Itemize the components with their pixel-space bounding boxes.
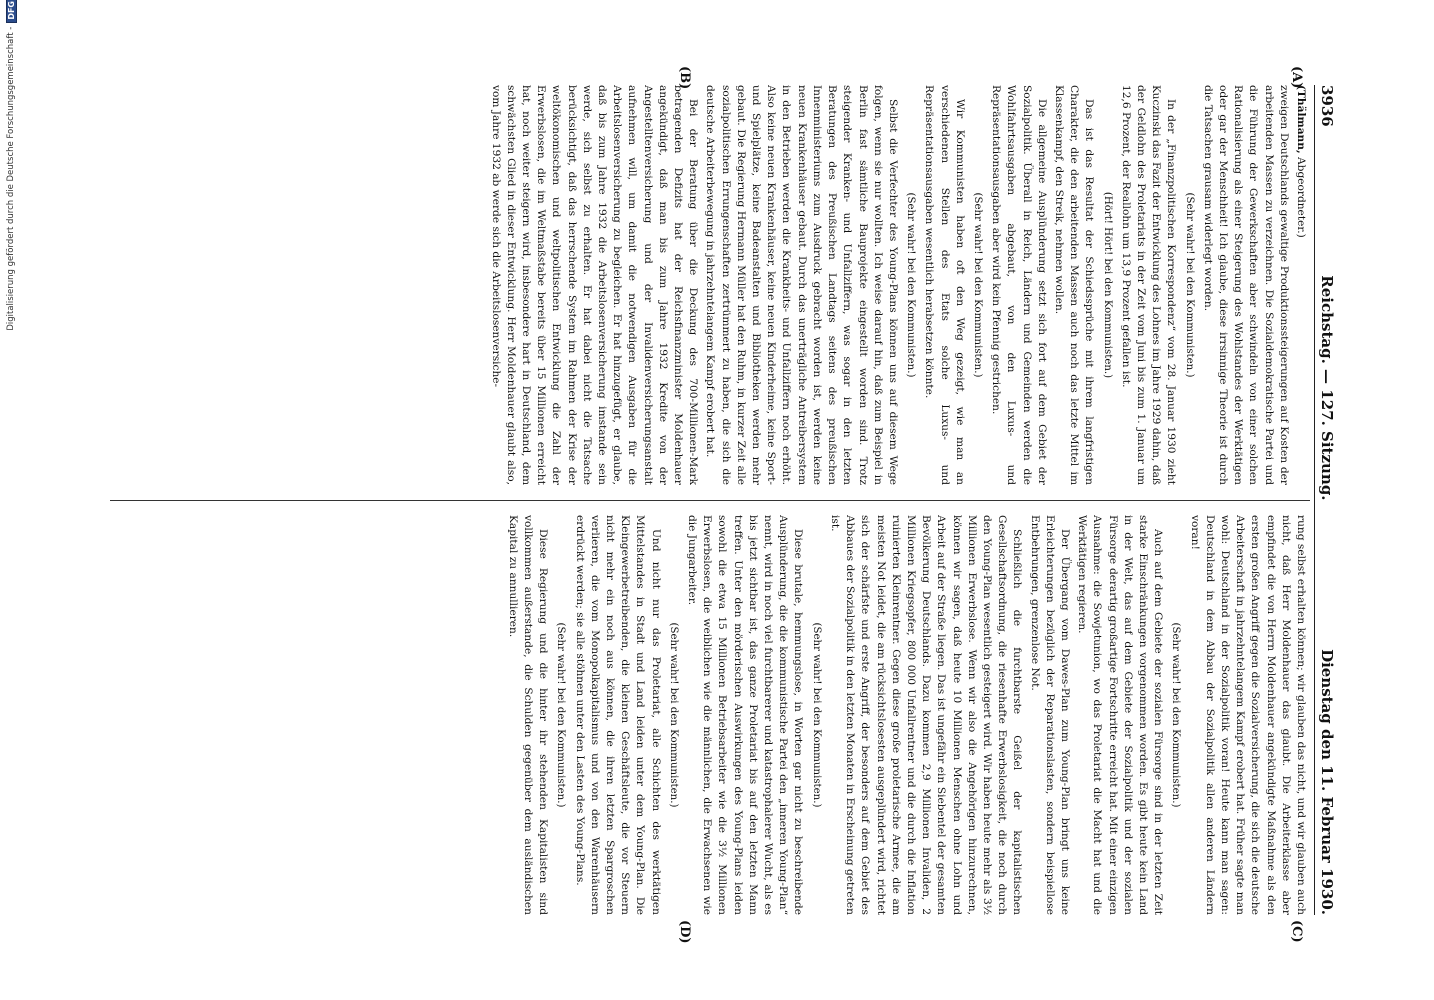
paragraph: Die allgemeine Ausplünderung setzt sich fort auf dem Gebiet der Sozialpolitik. Überall in Reich, Ländern und Gemeinden werden die Wohlfahrtsausgaben abgebaut, von den Luxus- und Repräsentationsausgaben aber wird kein Pfennig gestrichen. [990, 85, 1048, 485]
paragraph: Wir Kommunisten haben oft den Weg gezeigt, wie man an verschiedenen Stellen des Etats solche Luxus- und Repräsentationsausgaben wesentlich herabsetzen könnte. [923, 85, 966, 485]
scanned-page [72, 40, 1362, 960]
credit-text: Digitalisierung gefördert durch die Deutsche Forschungsgemeinschaft - [6, 26, 16, 331]
paragraph: zweigen Deutschlands gewaltige Produktionssteigerungen auf Kosten der arbeitenden Massen zu verzeichnen. Die Sozialdemokratische Partei und die Führung der Gewerkschaften aber schwindeln von einer solchen Rationalisierung als einer Steigerung des Wohlstandes der Werktätigen oder gar der Menschheit! Ich glaube, diese irrsinnige Theorie ist durch die Tatsachen grausam widerlegt worden. [1201, 85, 1290, 485]
paragraph: Schließlich die furchtbarste Geißel der kapitalistischen Gesellschaftsordnung, die riesenhafte Erwerbslosigkeit, die noch durch den Young-Plan wesentlich gesteigert wird. Wir haben heute mehr als 3½ Millionen Erwerbslose. Wenn wir also die Angehörigen hinzurechnen, können wir sagen, daß heute 10 Millionen Menschen ohne Lohn und Arbeit auf der Straße liegen. Das ist ungefähr ein Siebentel der gesamten Bevölkerung Deutschlands. Dazu kommen 2,9 Millionen Invaliden, 2 Millionen Kriegsopfer, 800 000 Unfallrentner und die durch die Inflation ruinierten Kleinrentner. Gegen diese große proletarische Armee, die am meisten Not leidet, die am rücksichtslosesten ausgeplündert wird, richtet sich der schärfste und erste Angriff, der besonders auf dem Gebiet des Abbaues der Sozialpolitik in den letzten Monaten in Erscheinung getreten ist. [828, 515, 1024, 915]
column-divider [110, 500, 1310, 501]
paragraph: Diese Regierung und die hinter ihr stehenden Kapitalisten sind vollkommen außerstande, die Schulden gegenüber dem ausländischen Kapital zu annullieren. [506, 515, 550, 915]
page-number: 3936 [1318, 85, 1336, 127]
paragraph: In der „Finanzpolitischen Korrespondenz“ vom 28. Januar 1930 zieht Kuczinski das Fazit der Entwicklung des Lohnes im Jahre 1929 dahin, daß der Geldlohn des Proletariats in der Zeit vom Juni bis zum 1. Januar um 12,6 Prozent, der Reallohn um 13,9 Prozent gefallen ist. [1119, 85, 1178, 485]
reaction: (Sehr wahr! bei den Kommunisten.) [1170, 622, 1182, 808]
digitization-credit [1, 0, 17, 1000]
reaction: (Sehr wahr! bei den Kommunisten.) [971, 192, 983, 378]
paragraph: Das ist das Resultat der Schiedssprüche mit ihrem langfristigen Charakter, die den arbeitenden Massen auch noch das letzte Mittel im Klassenkampf, den Streik, nehmen wollen. [1052, 85, 1096, 485]
paragraph: Und nicht nur das Proletariat, alle Schichten des werktätigen Mittelstandes in Stadt und Land leiden unter dem Young-Plan. Die Kleingewerbetreibenden, die kleinen Geschäftsleute, die vor Steuern nicht mehr ein noch aus können, die ihren letzten Spargroschen verlieren, die vom Monopolkapitalismus und von den Warenhäusern erdrückt werden; sie alle stöhnen unter den Lasten des Young-Plans. [573, 515, 662, 915]
paragraph: Selbst die Verfechter des Young-Plans können uns auf diesem Wege folgen, wenn sie nur wollten. Ich weise darauf hin, daß zum Beispiel in Berlin fast sämtliche Bauprojekte eingestellt worden sind. Trotz steigender Kranken- und Unfallziffern, was sogar in den letzten Beratungen des Preußischen Landtags seitens des preußischen Innenministeriums zum Ausdruck gebracht worden ist, werden keine neuen Krankenhäuser gebaut. Durch das unerträgliche Antreibersystem in den Betrieben werden die Krankheits- und Unfallziffern noch erhöht. Also keine neuen Krankenhäuser, keine neuen Kinderheime, keine Sport- und Spielplätze, keine Badeanstalten und Bibliotheken werden mehr gebaut. Die Regierung Hermann Müller hat den Ruhm, in kurzer Zeit alle sozialpolitischen Errungenschaften zertrümmert zu haben, die sich die deutsche Arbeiterbewegung in jahrzehntelangem Kampf erobert hat. [704, 85, 899, 485]
reaction: (Sehr wahr! bei den Kommunisten.) [810, 622, 822, 808]
paragraph: rung selbst erhalten können; wir glauben das nicht, und wir glauben auch nicht, daß Herr Moldenhauer das glaubt. Die Arbeiterklasse aber empfindet die von Herrn Moldenhauer angekündigte Maßnahme als den ersten großen Angriff gegen die Sozialversicherung, die sich die deutsche Arbeiterschaft in jahrzehntelangem Kampf erobert hat. Früher sagte man wohl: Deutschland in der Sozialpolitik voran! Heute kann man sagen: Deutschland in dem Abbau der Sozialpolitik allen anderen Ländern voran! [1188, 515, 1307, 915]
margin-mark-a: (A) [1289, 66, 1304, 89]
page-header [1314, 85, 1344, 915]
speaker-role: Abgeordneter.) [1295, 157, 1307, 238]
paragraph: Der Übergang vom Dawes-Plan zum Young-Plan bringt uns keine Erleichterungen bezüglich der Reparationslasten, sondern beispiellose Entbehrungen, grenzenlose Not. [1028, 515, 1071, 915]
paragraph: Diese brutale, hemmungslose, in Worten gar nicht zu beschreibende Ausplünderung, die die kommunistische Partei den „inneren Young-Plan“ nennt, wird in noch viel furchtbarerer und katastrophalerer Wucht, als es bis jetzt sichtbar ist, das ganze Proletariat bis auf den letzten Mann treffen. Unter den mörderischen Auswirkungen des Young-Plans leiden sowohl die etwa 15 Millionen Betriebsarbeiter wie die 3½ Millionen Erwerbslosen, die weiblichen wie die männlichen, die Erwachsenen wie die Jungarbeiter. [686, 515, 805, 915]
reaction: (Sehr wahr! bei den Kommunisten.) [555, 622, 567, 808]
margin-mark-d: (D) [677, 920, 692, 944]
reaction: (Sehr wahr! bei den Kommunisten.) [905, 192, 917, 378]
speaker-name: (Thälmann, [1295, 85, 1307, 154]
margin-mark-c: (C) [1289, 920, 1304, 943]
reaction: (Hört! Hört! bei den Kommunisten.) [1101, 191, 1113, 379]
reaction: (Sehr wahr! bei den Kommunisten.) [667, 622, 679, 808]
paragraph: Bei der Beratung über die Deckung des 700-Millionen-Mark betragenden Defizits hat der Reichsfinanzminister Moldenhauer angekündigt, daß man bis zum Jahre 1932 Kredite von der Angestelltenversicherung und der Invalidenversicherungsanstalt aufnehmen will, um damit die notwendigen Ausgaben für die Arbeitslosenversicherung zu begleichen. Er hat hinzugefügt, er glaube, daß bis zum Jahre 1932 die Arbeitslosenversicherung imstande sein werde, sich selbst zu erhalten. Er hat dabei nicht die Tatsache berücksichtigt, daß das herrschende System im Rahmen der Krise der weltökonomischen und weltpolitischen Entwicklung die Zahl der Erwerbslosen, die im Weltmaßstabe bereits über 15 Millionen erreicht hat, noch weiter steigern wird, insbesondere hart in Deutschland, dem schwächsten Glied in dieser Entwicklung. Herr Moldenhauer glaubt also, vom Jahre 1932 ab werde sich die Arbeitslosenversiche- [489, 85, 700, 485]
reaction: (Sehr wahr! bei den Kommunisten.) [1183, 192, 1195, 378]
right-column [98, 515, 1308, 915]
paragraph: Auch auf dem Gebiete der sozialen Fürsorge sind in der letzten Zeit starke Einschränkungen vorgenommen worden. Es gibt heute kein Land in der Welt, das auf dem Gebiete der Sozialpolitik und der sozialen Fürsorge derartig großartige Fortschritte erreicht hat. Mit einer einzigen Ausnahme: die Sowjetunion, wo das Proletariat die Macht hat und die Werktätigen regieren. [1076, 515, 1165, 915]
left-column [98, 85, 1308, 485]
session-title: Reichstag. — 127. Sitzung. [1318, 275, 1336, 501]
speaker-line [1293, 85, 1308, 485]
session-date: Dienstag den 11. Februar 1930. [1318, 649, 1336, 915]
dfg-logo: DFG [6, 0, 17, 23]
margin-mark-b: (B) [677, 66, 692, 90]
